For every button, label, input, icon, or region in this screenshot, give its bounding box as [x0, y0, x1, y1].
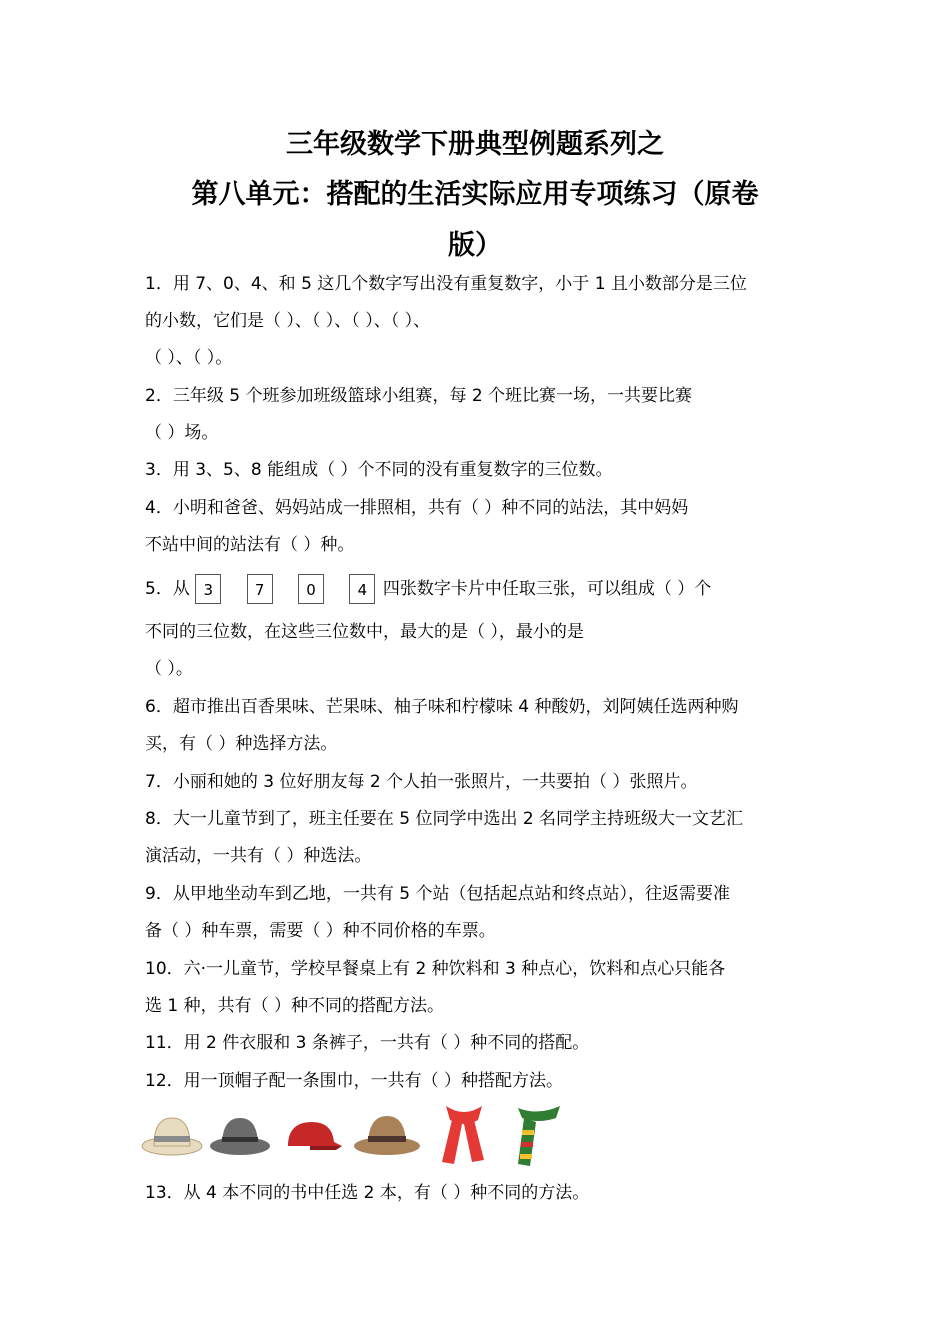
question-9-line-1: 9．从甲地坐动车到乙地，一共有 5 个站（包括起点站和终点站），往返需要准 [145, 884, 730, 904]
grey-hat-icon [208, 1102, 272, 1162]
question-8-line-1: 8．大一儿童节到了，班主任要在 5 位同学中选出 2 名同学主持班级大一文艺汇 [145, 809, 744, 829]
question-7-line-1: 7．小丽和她的 3 位好朋友每 2 个人拍一张照片，一共要拍（ ）张照片。 [145, 772, 698, 792]
question-4-line-1: 4．小明和爸爸、妈妈站成一排照相，共有（ ）种不同的站法，其中妈妈 [145, 498, 689, 518]
red-scarf-icon [432, 1102, 496, 1168]
question-12-line-1: 12．用一顶帽子配一条围巾，一共有（ ）种搭配方法。 [145, 1071, 564, 1091]
number-card-0: 0 [298, 574, 324, 604]
question-5-line-3: （ ）。 [145, 659, 193, 679]
green-scarf-icon [508, 1102, 568, 1168]
question-6-line-2: 买，有（ ）种选择方法。 [145, 734, 338, 754]
question-10-line-2: 选 1 种，共有（ ）种不同的搭配方法。 [145, 996, 445, 1016]
question-2-line-2: （ ）场。 [145, 423, 219, 443]
brown-hat-icon [352, 1102, 422, 1162]
title-line-1: 三年级数学下册典型例题系列之 [286, 129, 664, 160]
question-13-line-1: 13．从 4 本不同的书中任选 2 本，有（ ）种不同的方法。 [145, 1183, 590, 1203]
question-9-line-2: 备（ ）种车票，需要（ ）种不同价格的车票。 [145, 921, 496, 941]
red-cap-icon [280, 1102, 344, 1162]
question-2-line-1: 2．三年级 5 个班参加班级篮球小组赛，每 2 个班比赛一场，一共要比赛 [145, 386, 693, 406]
number-card-7: 7 [247, 574, 273, 604]
straw-hat-icon [140, 1102, 204, 1162]
question-1-line-1: 1．用 7、0、4、和 5 这几个数字写出没有重复数字，小于 1 且小数部分是三位 [145, 274, 747, 294]
question-5-suffix: 四张数字卡片中任取三张，可以组成（ ）个 [382, 579, 712, 599]
question-5-line-2: 不同的三位数，在这些三位数中，最大的是（ ），最小的是 [145, 622, 584, 642]
question-5-line-1 [145, 573, 815, 605]
title-line-3: 版） [448, 230, 502, 261]
question-10-line-1: 10．六·一儿童节，学校早餐桌上有 2 种饮料和 3 种点心，饮料和点心只能各 [145, 959, 726, 979]
question-3-line-1: 3．用 3、5、8 能组成（ ）个不同的没有重复数字的三位数。 [145, 460, 613, 480]
title-line-2: 第八单元：搭配的生活实际应用专项练习（原卷 [191, 179, 759, 210]
question-11-line-1: 11．用 2 件衣服和 3 条裤子，一共有（ ）种不同的搭配。 [145, 1033, 590, 1053]
question-1-line-2: 的小数，它们是（ ）、（ ）、（ ）、（ ）、 [145, 311, 431, 331]
question-8-line-2: 演活动，一共有（ ）种选法。 [145, 846, 372, 866]
question-1-line-3: （ ）、（ ）。 [145, 348, 233, 368]
hats-scarves-images [140, 1102, 580, 1168]
question-6-line-1: 6．超市推出百香果味、芒果味、柚子味和柠檬味 4 种酸奶，刘阿姨任选两种购 [145, 697, 739, 717]
number-card-3: 3 [195, 574, 221, 604]
question-5-prefix: 5．从 [145, 579, 190, 599]
question-4-line-2: 不站中间的站法有（ ）种。 [145, 535, 355, 555]
number-card-4: 4 [349, 574, 375, 604]
